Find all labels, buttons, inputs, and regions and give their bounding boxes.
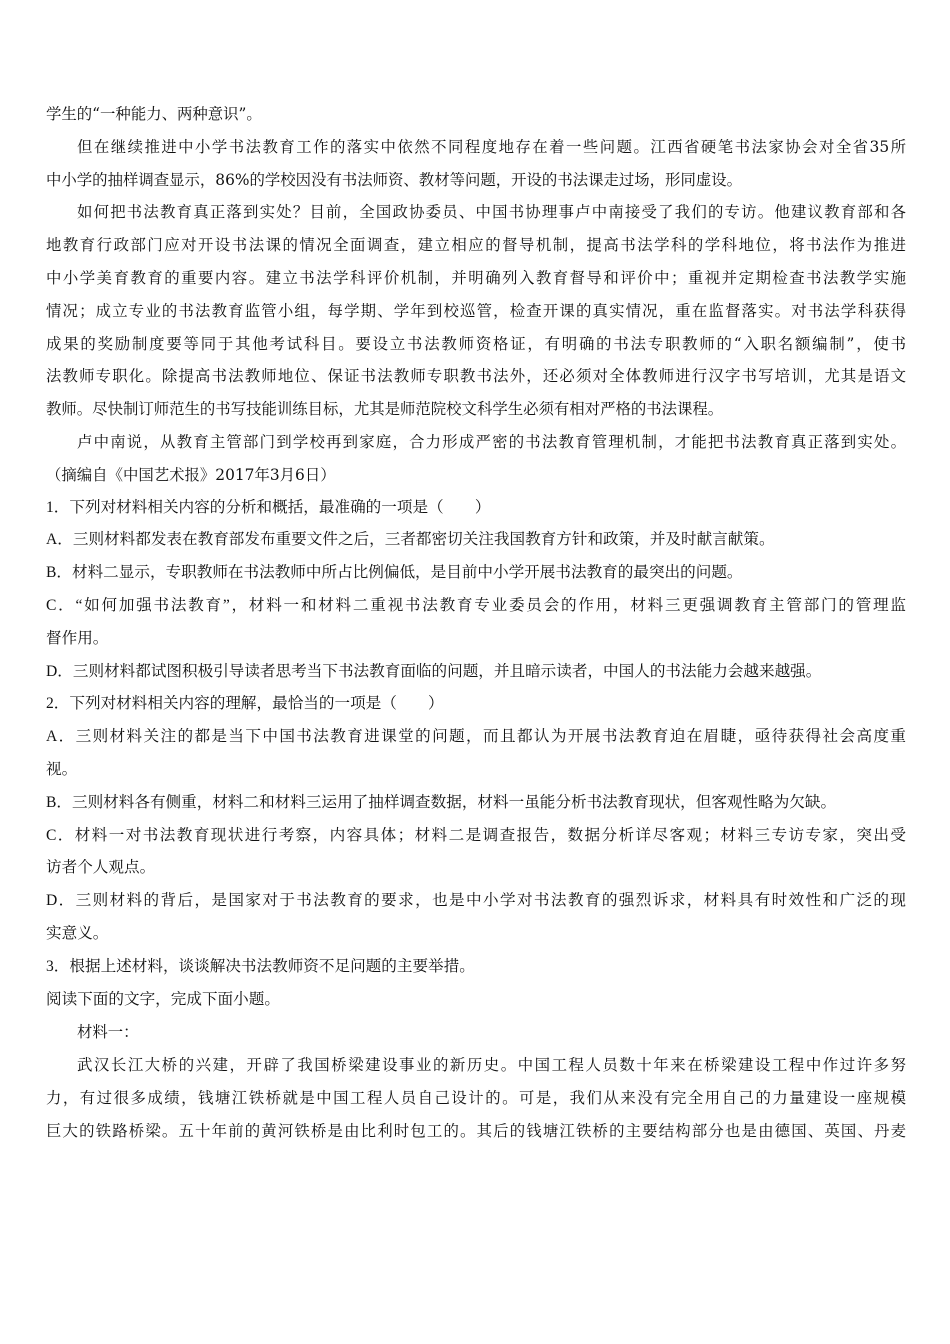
text-line: 力，有过很多成绩，钱塘江铁桥就是中国工程人员自己设计的。可是，我们从来没有完全用自己的力量建设一座规模 <box>46 1088 906 1107</box>
text-line: 中小学美育教育的重要内容。建立书法学科评价机制，并明确列入教育督导和评价中；重视并定期检查书法教学实施 <box>46 268 906 287</box>
question-2-option-b: B．三则材料各有侧重，材料二和材料三运用了抽样调查数据，材料一虽能分析书法教育现状，但客观性略为欠缺。 <box>46 793 837 811</box>
question-1-option-d: D．三则材料都试图积极引导读者思考当下书法教育面临的问题，并且暗示读者，中国人的书法能力会越来越强。 <box>46 662 822 680</box>
question-1-option-c: C．“如何加强书法教育”，材料一和材料二重视书法教育专业委员会的作用，材料三更强调教育主管部门的管理监 <box>46 596 906 614</box>
question-1-stem: 1．下列对材料相关内容的分析和概括，最准确的一项是（ ） <box>46 498 491 516</box>
text-line: 成果的奖励制度要等同于其他考试科目。要设立书法教师资格证，有明确的书法专职教师的“入职名额编制”，使书 <box>46 334 906 353</box>
question-2-option-d: D．三则材料的背后，是国家对于书法教育的要求，也是中小学对书法教育的强烈诉求，材料具有时效性和广泛的现 <box>46 892 906 910</box>
question-2-option-c-cont: 访者个人观点。 <box>46 859 156 877</box>
text-line: 情况；成立专业的书法教育监管小组，每学期、学年到校巡管，检查开课的真实情况，重在监督落实。对书法学科获得 <box>46 301 906 320</box>
paragraph-line: 但在继续推进中小学书法教育工作的落实中依然不同程度地存在着一些问题。江西省硬笔书法家协会对全省35所 <box>77 137 906 156</box>
question-2-option-a-cont: 视。 <box>46 760 78 778</box>
question-2-stem: 2．下列对材料相关内容的理解，最恰当的一项是（ ） <box>46 695 444 713</box>
question-1-option-a: A．三则材料都发表在教育部发布重要文件之后，三者都密切关注我国教育方针和政策，并及时献言献策。 <box>46 531 775 549</box>
paragraph-line: 如何把书法教育真正落到实处？目前，全国政协委员、中国书协理事卢中南接受了我们的专访。他建议教育部和各 <box>77 203 906 222</box>
text-line: 教师。尽快制订师范生的书写技能训练目标，尤其是师范院校文科学生必须有相对严格的书法课程。 <box>46 400 724 419</box>
text-line: 学生的“一种能力、两种意识”。 <box>46 105 262 123</box>
question-1-option-b: B．材料二显示，专职教师在书法教师中所占比例偏低，是目前中小学开展书法教育的最突出的问题。 <box>46 564 743 582</box>
reading-instruction: 阅读下面的文字，完成下面小题。 <box>46 990 280 1008</box>
source-citation: （摘编自《中国艺术报》2017年3月6日） <box>46 465 336 484</box>
text-line: 巨大的铁路桥梁。五十年前的黄河铁桥是由比利时包工的。其后的钱塘江铁桥的主要结构部分也是由德国、英国、丹麦 <box>46 1121 906 1140</box>
question-1-option-c-cont: 督作用。 <box>46 629 109 647</box>
text-line: 地教育行政部门应对开设书法课的情况全面调查，建立相应的督导机制，提高书法学科的学科地位，将书法作为推进 <box>46 236 906 255</box>
question-3-stem: 3．根据上述材料，谈谈解决书法教师资不足问题的主要举措。 <box>46 957 475 975</box>
text-line: 中小学的抽样调查显示，86%的学校因没有书法师资、教材等问题，开设的书法课走过场，形同虚设。 <box>46 170 743 189</box>
material-heading: 材料一： <box>77 1023 139 1042</box>
paragraph-line: 卢中南说，从教育主管部门到学校再到家庭，合力形成严密的书法教育管理机制，才能把书法教育真正落到实处。 <box>77 432 906 451</box>
text-line: 法教师专职化。除提高书法教师地位、保证书法教师专职教书法外，还必须对全体教师进行汉字书写培训，尤其是语文 <box>46 367 906 386</box>
question-2-option-a: A．三则材料关注的都是当下中国书法教育进课堂的问题，而且都认为开展书法教育迫在眉睫，亟待获得社会高度重 <box>46 728 906 746</box>
question-2-option-c: C．材料一对书法教育现状进行考察，内容具体；材料二是调查报告，数据分析详尽客观；材料三专访专家，突出受 <box>46 826 906 844</box>
question-2-option-d-cont: 实意义。 <box>46 924 109 942</box>
paragraph-line: 武汉长江大桥的兴建，开辟了我国桥梁建设事业的新历史。中国工程人员数十年来在桥梁建设工程中作过许多努 <box>77 1056 906 1075</box>
